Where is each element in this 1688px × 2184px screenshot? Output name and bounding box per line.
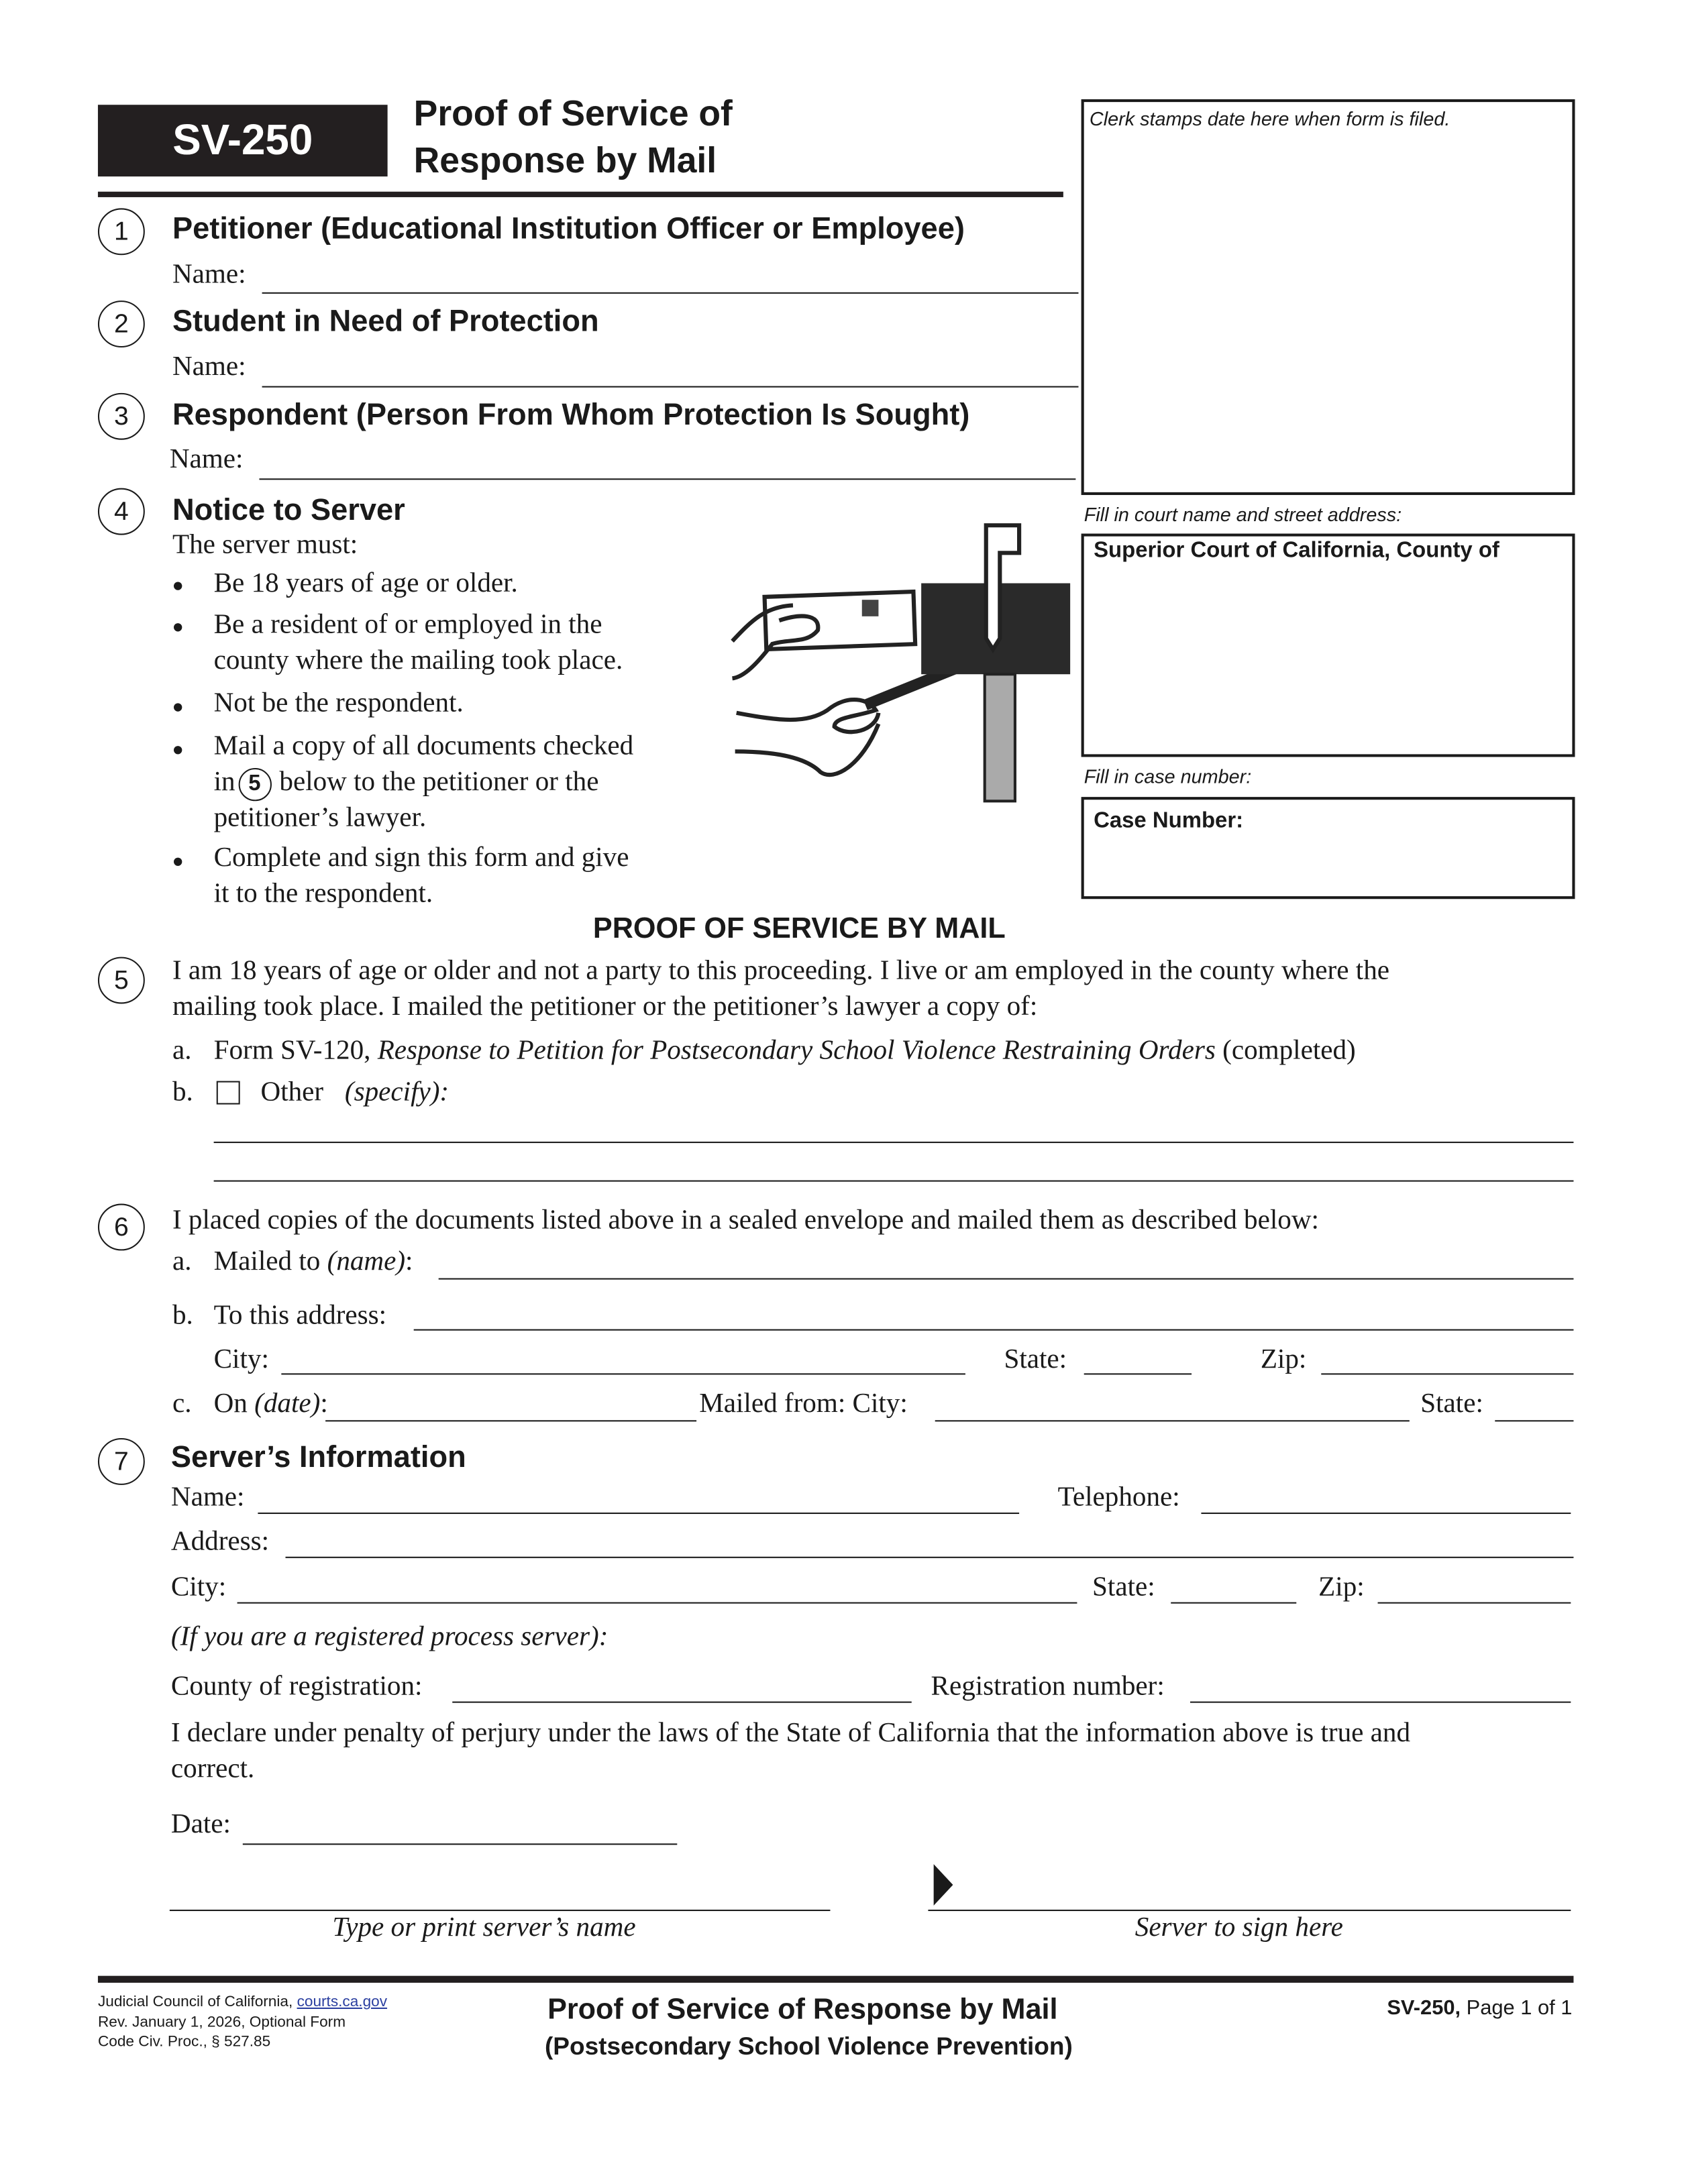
item-number-3: 3 xyxy=(98,393,145,440)
bullet xyxy=(174,582,182,590)
clerk-note: Clerk stamps date here when form is filed. xyxy=(1089,107,1450,130)
mailing-address-field[interactable] xyxy=(414,1329,1574,1331)
form-title-2: Response by Mail xyxy=(413,139,717,181)
item5-a-letter: a. xyxy=(172,1035,192,1066)
mailed-from-label: Mailed from: City: xyxy=(699,1388,908,1419)
proof-section-title: PROOF OF SERVICE BY MAIL xyxy=(592,912,1006,945)
bullet xyxy=(174,623,182,631)
item-number-4: 4 xyxy=(98,488,145,535)
respondent-name-label: Name: xyxy=(169,443,244,475)
signature-field[interactable] xyxy=(928,1910,1571,1911)
notice-heading: Notice to Server xyxy=(172,492,405,527)
footer-rule xyxy=(98,1976,1573,1983)
item5-b-letter: b. xyxy=(172,1077,193,1107)
footer-form-id: SV-250, xyxy=(1387,1996,1461,2020)
completed-note: (completed) xyxy=(1222,1035,1356,1066)
mailed-to-text: Mailed to xyxy=(213,1246,321,1277)
mailbox-illustration xyxy=(724,517,1082,807)
notice-bullet-1: Be 18 years of age or older. xyxy=(213,567,518,599)
notice-bullet-4c: petitioner’s lawyer. xyxy=(213,802,427,833)
footer-page xyxy=(1387,1997,1572,2020)
notice-bullet-4a: Mail a copy of all documents checked xyxy=(213,730,634,761)
student-heading: Student in Need of Protection xyxy=(172,303,599,338)
case-number-label: Case Number: xyxy=(1094,809,1244,833)
item5-line2: mailing took place. I mailed the petitioner or the petitioner’s lawyer a copy of: xyxy=(172,991,1038,1022)
footer-title: Proof of Service of Response by Mail xyxy=(547,1994,1058,2026)
on-text: On xyxy=(213,1388,248,1419)
mailing-state-field[interactable] xyxy=(1084,1373,1192,1374)
declaration-line1: I declare under penalty of perjury under the laws of the State of California that the information above is true and xyxy=(170,1718,1411,1749)
print-name-field[interactable] xyxy=(170,1910,831,1911)
item-number-7: 7 xyxy=(98,1438,145,1485)
notice-bullet-2b: county where the mailing took place. xyxy=(213,645,623,676)
footer-subtitle: (Postsecondary School Violence Prevention) xyxy=(544,2032,1073,2061)
item-number-1: 1 xyxy=(98,208,145,255)
server-name-field[interactable] xyxy=(258,1513,1019,1514)
date-label: On (date): xyxy=(213,1388,328,1419)
bullet-4b-post: below to the petitioner or the xyxy=(279,766,599,798)
state-label: State: xyxy=(1004,1344,1067,1375)
sign-arrow-icon xyxy=(934,1864,953,1906)
specify-label: (specify): xyxy=(344,1077,450,1107)
court-label: Fill in court name and street address: xyxy=(1084,503,1402,526)
city-label: City: xyxy=(213,1344,269,1375)
student-name-field[interactable] xyxy=(262,386,1079,388)
bullet xyxy=(174,703,182,711)
mailing-date-field[interactable] xyxy=(325,1420,696,1421)
county-registration-field[interactable] xyxy=(452,1702,912,1703)
other-label: Other xyxy=(260,1077,324,1107)
notice-bullet-3: Not be the respondent. xyxy=(213,688,464,718)
registered-note: (If you are a registered process server): xyxy=(170,1621,609,1652)
sign-here-caption: Server to sign here xyxy=(1135,1912,1343,1943)
form-title-1: Proof of Service of xyxy=(413,92,733,134)
server-address-field[interactable] xyxy=(286,1557,1574,1558)
telephone-field[interactable] xyxy=(1201,1513,1571,1514)
print-name-caption: Type or print server’s name xyxy=(332,1912,636,1943)
registration-number-label: Registration number: xyxy=(931,1671,1165,1702)
form-id-badge xyxy=(98,105,388,176)
registration-number-field[interactable] xyxy=(1190,1702,1571,1703)
student-name-label: Name: xyxy=(172,351,246,382)
mailing-zip-field[interactable] xyxy=(1321,1373,1573,1374)
bullet xyxy=(174,858,182,866)
notice-bullet-5a: Complete and sign this form and give xyxy=(213,842,629,873)
item6-a-letter: a. xyxy=(172,1246,192,1277)
footer-council xyxy=(98,1994,387,2010)
notice-bullet-4b xyxy=(214,767,599,801)
sign-date-field[interactable] xyxy=(243,1843,678,1845)
mailed-from-state-label: State: xyxy=(1420,1388,1483,1419)
server-zip-label: Zip: xyxy=(1318,1572,1365,1602)
item5-line1: I am 18 years of age or older and not a party to this proceeding. I live or am employed in the county where the xyxy=(172,955,1390,986)
notice-bullet-2a: Be a resident of or employed in the xyxy=(213,609,602,640)
form-id: SV-250 xyxy=(172,115,313,164)
notice-bullet-5b: it to the respondent. xyxy=(213,878,433,909)
server-city-label: City: xyxy=(170,1572,227,1602)
mailing-city-field[interactable] xyxy=(281,1373,965,1374)
other-specify-field-1[interactable] xyxy=(214,1142,1574,1143)
other-specify-field-2[interactable] xyxy=(214,1181,1574,1182)
item-number-2: 2 xyxy=(98,301,145,347)
item-number-5: 5 xyxy=(98,957,145,1004)
footer-code: Code Civ. Proc., § 527.85 xyxy=(97,2034,271,2051)
clerk-stamp-box xyxy=(1082,99,1575,495)
header-rule xyxy=(98,192,1063,197)
footer-rev: Rev. January 1, 2026, Optional Form xyxy=(97,2014,346,2031)
court-box[interactable] xyxy=(1082,534,1575,757)
mailed-from-state-field[interactable] xyxy=(1495,1420,1573,1421)
telephone-label: Telephone: xyxy=(1057,1482,1180,1513)
item6-c-letter: c. xyxy=(172,1388,192,1419)
name-hint: (name) xyxy=(327,1246,406,1277)
other-checkbox[interactable] xyxy=(217,1081,240,1105)
item6-b-letter: b. xyxy=(172,1300,193,1331)
form-title-ref: Response to Petition for Postsecondary School Violence Restraining Orders xyxy=(377,1035,1216,1066)
server-info-heading: Server’s Information xyxy=(170,1439,466,1474)
page-number: Page 1 of 1 xyxy=(1466,1996,1573,2020)
respondent-name-field[interactable] xyxy=(259,478,1075,480)
petitioner-name-label: Name: xyxy=(172,259,246,290)
court-text: Superior Court of California, County of xyxy=(1094,539,1499,563)
mailed-to-label: Mailed to (name): xyxy=(213,1246,413,1277)
council-text: Judicial Council of California, xyxy=(97,1994,293,2011)
petitioner-name-field[interactable] xyxy=(262,292,1079,294)
zip-label: Zip: xyxy=(1260,1344,1307,1375)
bullet xyxy=(174,746,182,754)
server-city-field[interactable] xyxy=(238,1602,1077,1604)
item5-a-text xyxy=(214,1036,1356,1067)
mailed-to-name-field[interactable] xyxy=(439,1278,1574,1280)
address-label: To this address: xyxy=(213,1300,387,1331)
server-zip-field[interactable] xyxy=(1378,1602,1571,1604)
server-address-label: Address: xyxy=(170,1526,270,1557)
item-number-6: 6 xyxy=(98,1204,145,1251)
declaration-line2: correct. xyxy=(170,1753,255,1784)
notice-intro: The server must: xyxy=(172,529,358,560)
courts-link[interactable]: courts.ca.gov xyxy=(297,1994,388,2011)
petitioner-heading: Petitioner (Educational Institution Officer or Employee) xyxy=(172,211,965,245)
item6-intro: I placed copies of the documents listed above in a sealed envelope and mailed them as described below: xyxy=(172,1205,1319,1236)
form-ref: Form SV-120, xyxy=(213,1035,371,1066)
county-registration-label: County of registration: xyxy=(170,1671,423,1702)
mailed-from-city-field[interactable] xyxy=(935,1420,1410,1421)
item-ref-5: 5 xyxy=(238,768,271,801)
respondent-heading: Respondent (Person From Whom Protection Is Sought) xyxy=(172,397,970,432)
bullet-4b-pre: in xyxy=(213,766,235,798)
server-state-field[interactable] xyxy=(1171,1602,1296,1604)
date-hint: (date) xyxy=(254,1388,321,1419)
server-name-label: Name: xyxy=(170,1482,245,1513)
sign-date-label: Date: xyxy=(170,1808,231,1840)
case-label: Fill in case number: xyxy=(1084,765,1252,787)
server-state-label: State: xyxy=(1092,1572,1155,1602)
